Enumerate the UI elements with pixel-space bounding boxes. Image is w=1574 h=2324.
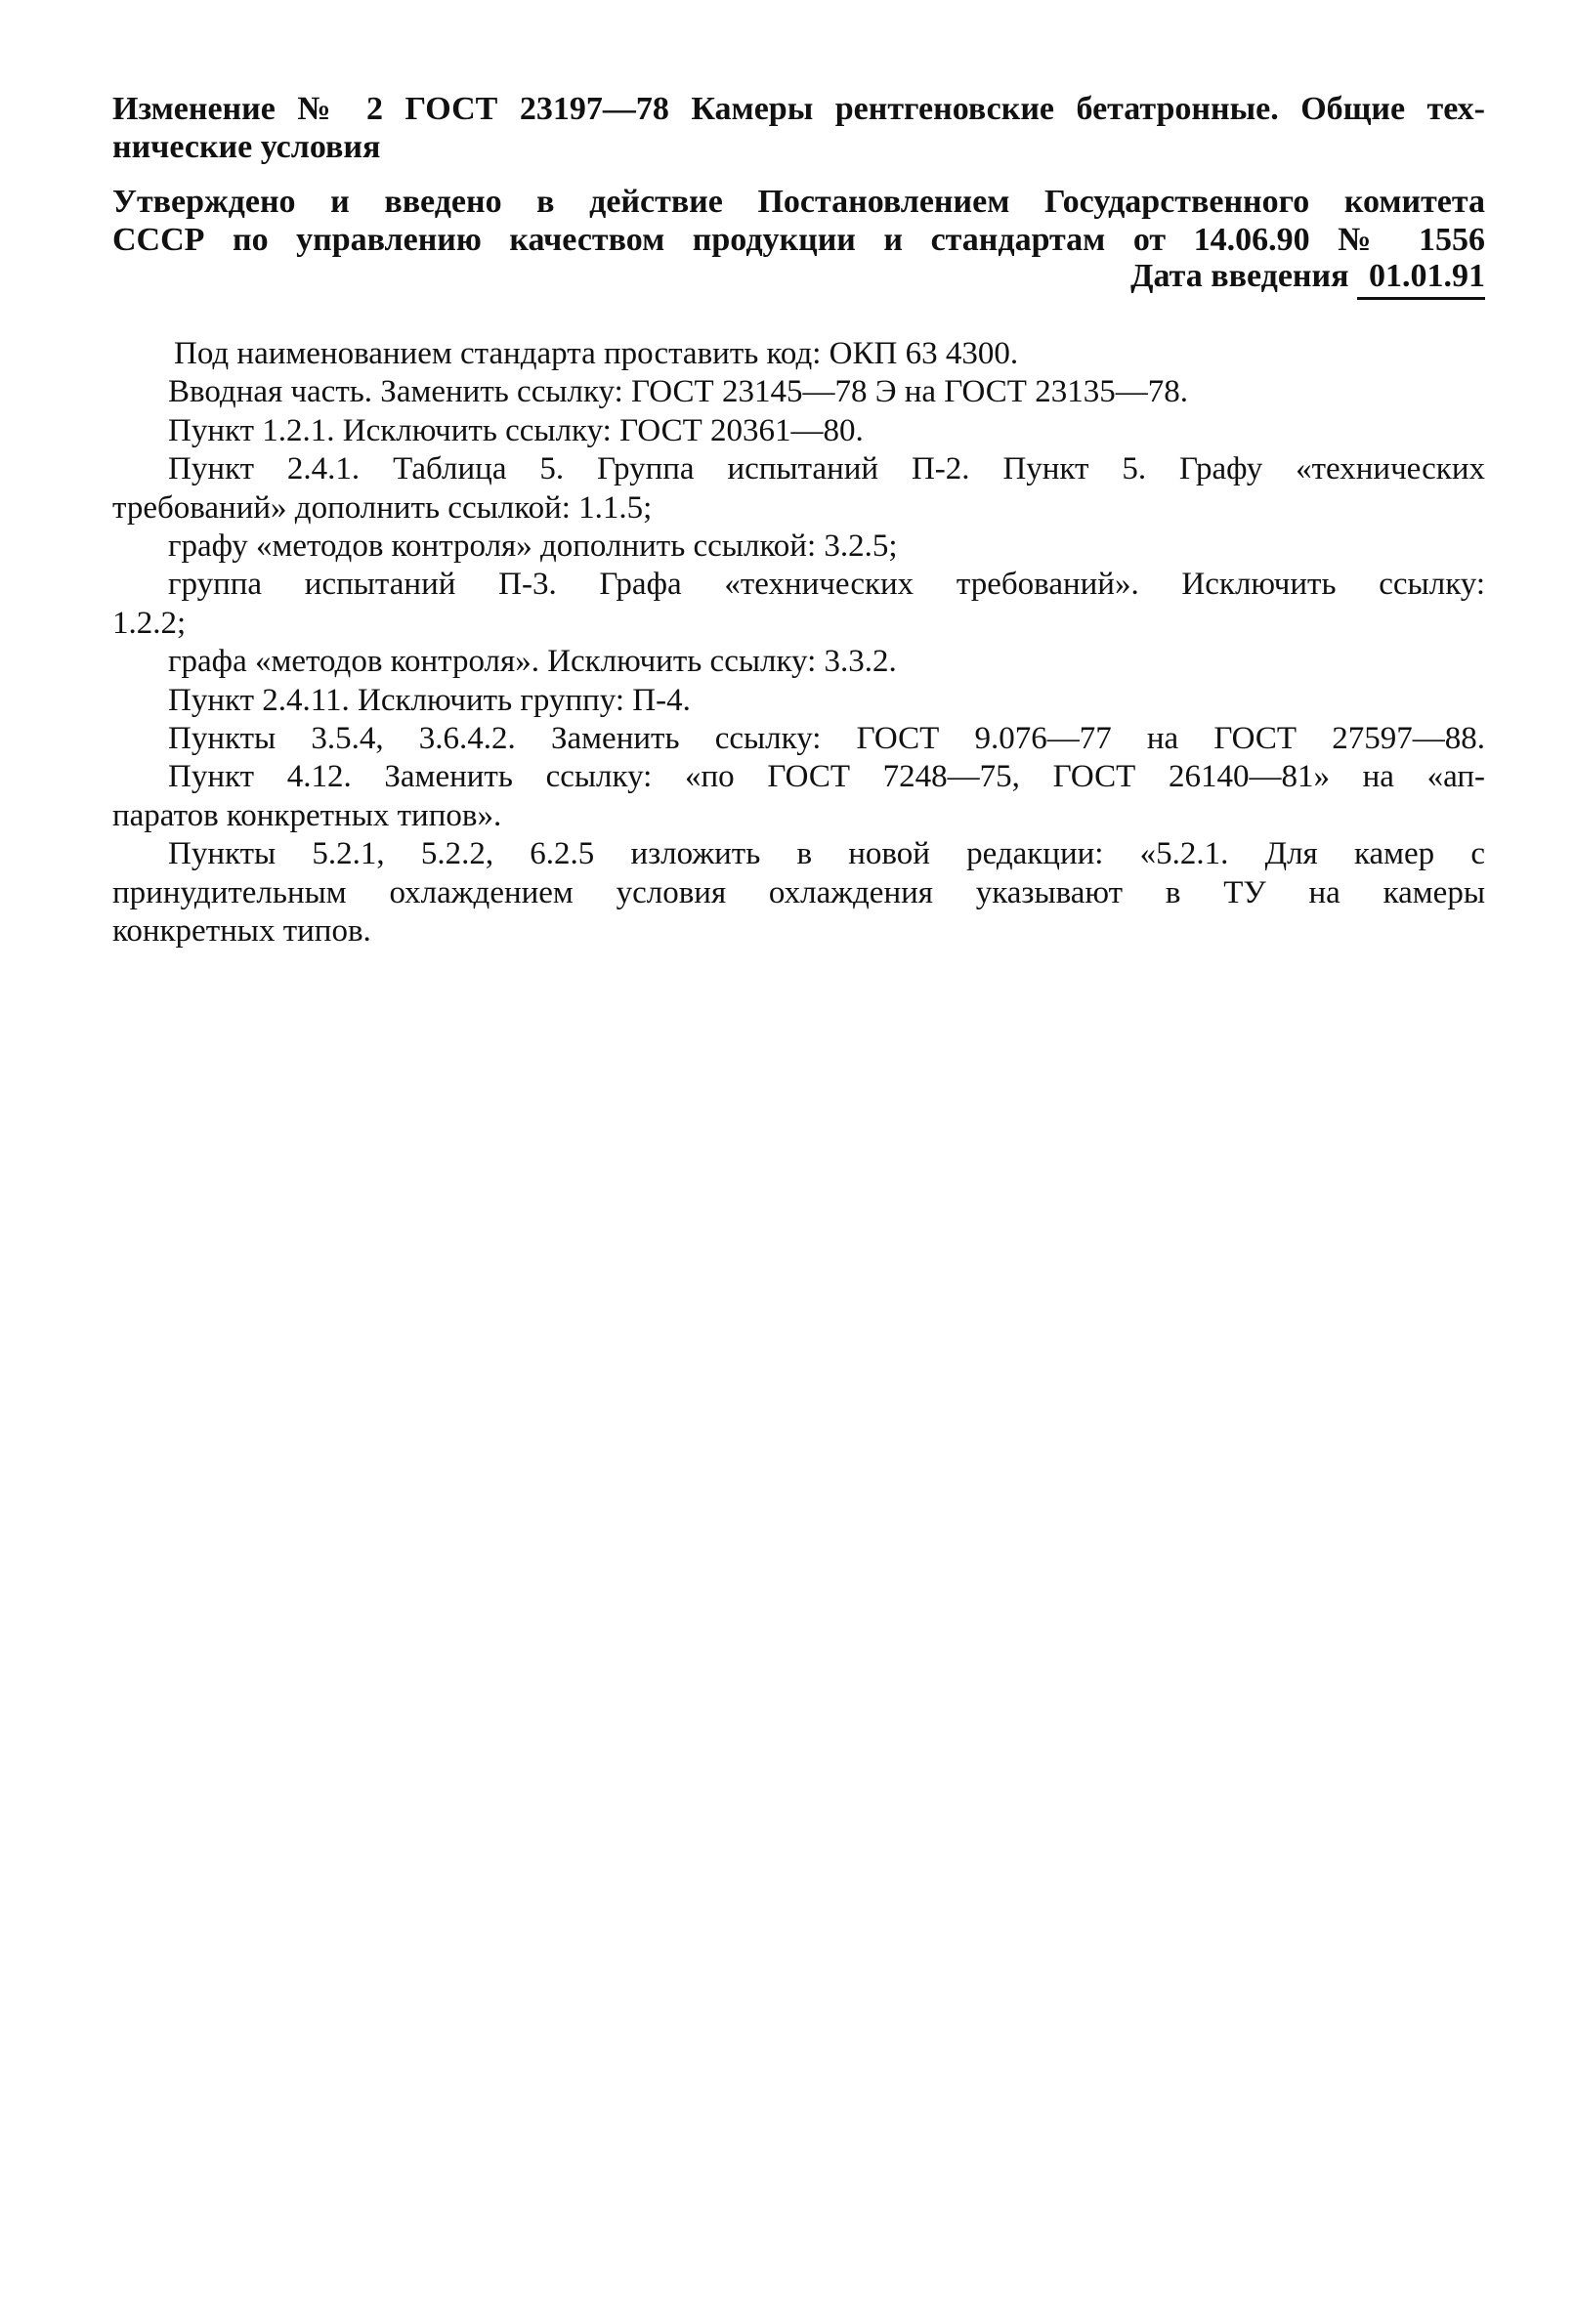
amendment-body	[112, 335, 1485, 951]
body-line-5: требований» дополнить ссылкой: 1.1.5;	[112, 489, 653, 526]
body-line-15: принудительным охлаждением условия охлаждения указывают в ТУ на камеры	[112, 874, 1485, 910]
body-line-1: Под наименованием стандарта проставить код: ОКП 63 4300.	[174, 336, 1019, 371]
introduction-date-label: Дата введения	[1130, 258, 1349, 294]
body-line-2: Вводная часть. Заменить ссылку: ГОСТ 23145—78 Э на ГОСТ 23135—78.	[168, 374, 1188, 410]
body-line-9: графа «методов контроля». Исключить ссылку: 3.3.2.	[168, 644, 897, 680]
body-line-11: Пункты 3.5.4, 3.6.4.2. Заменить ссылку: ГОСТ 9.076—77 на ГОСТ 27597—88.	[168, 721, 1485, 757]
body-line-7: группа испытаний П-3. Графа «технических требований». Исключить ссылку:	[168, 567, 1485, 603]
approval-line-2: СССР по управлению качеством продукции и стандартам от 14.06.90 № 1556	[112, 222, 1485, 258]
body-line-8: 1.2.2;	[112, 605, 187, 641]
body-line-3: Пункт 1.2.1. Исключить ссылку: ГОСТ 20361—80.	[168, 412, 864, 448]
body-line-4: Пункт 2.4.1. Таблица 5. Группа испытаний П-2. Пункт 5. Графу «технических	[168, 451, 1485, 487]
approval-line-1: Утверждено и введено в действие Постановлением Государственного комитета	[112, 184, 1485, 220]
title-line-2: нические условия	[112, 129, 381, 165]
body-line-16: конкретных типов.	[112, 913, 371, 950]
body-line-6: графу «методов контроля» дополнить ссылкой: 3.2.5;	[168, 528, 898, 565]
document-title	[112, 90, 1485, 166]
introduction-date	[1130, 257, 1485, 300]
body-line-12: Пункт 4.12. Заменить ссылку: «по ГОСТ 7248—75, ГОСТ 26140—81» на «ап-	[168, 759, 1485, 795]
body-line-10: Пункт 2.4.11. Исключить группу: П-4.	[168, 682, 691, 718]
title-line-1: Изменение № 2 ГОСТ 23197—78 Камеры рентгеновские бетатронные. Общие тех-	[112, 91, 1485, 127]
body-line-14: Пункты 5.2.1, 5.2.2, 6.2.5 изложить в новой редакции: «5.2.1. Для камер с	[168, 836, 1485, 872]
approval-statement	[112, 183, 1485, 259]
body-line-13: паратов конкретных типов».	[112, 797, 502, 833]
introduction-date-value: 01.01.91	[1357, 257, 1485, 300]
